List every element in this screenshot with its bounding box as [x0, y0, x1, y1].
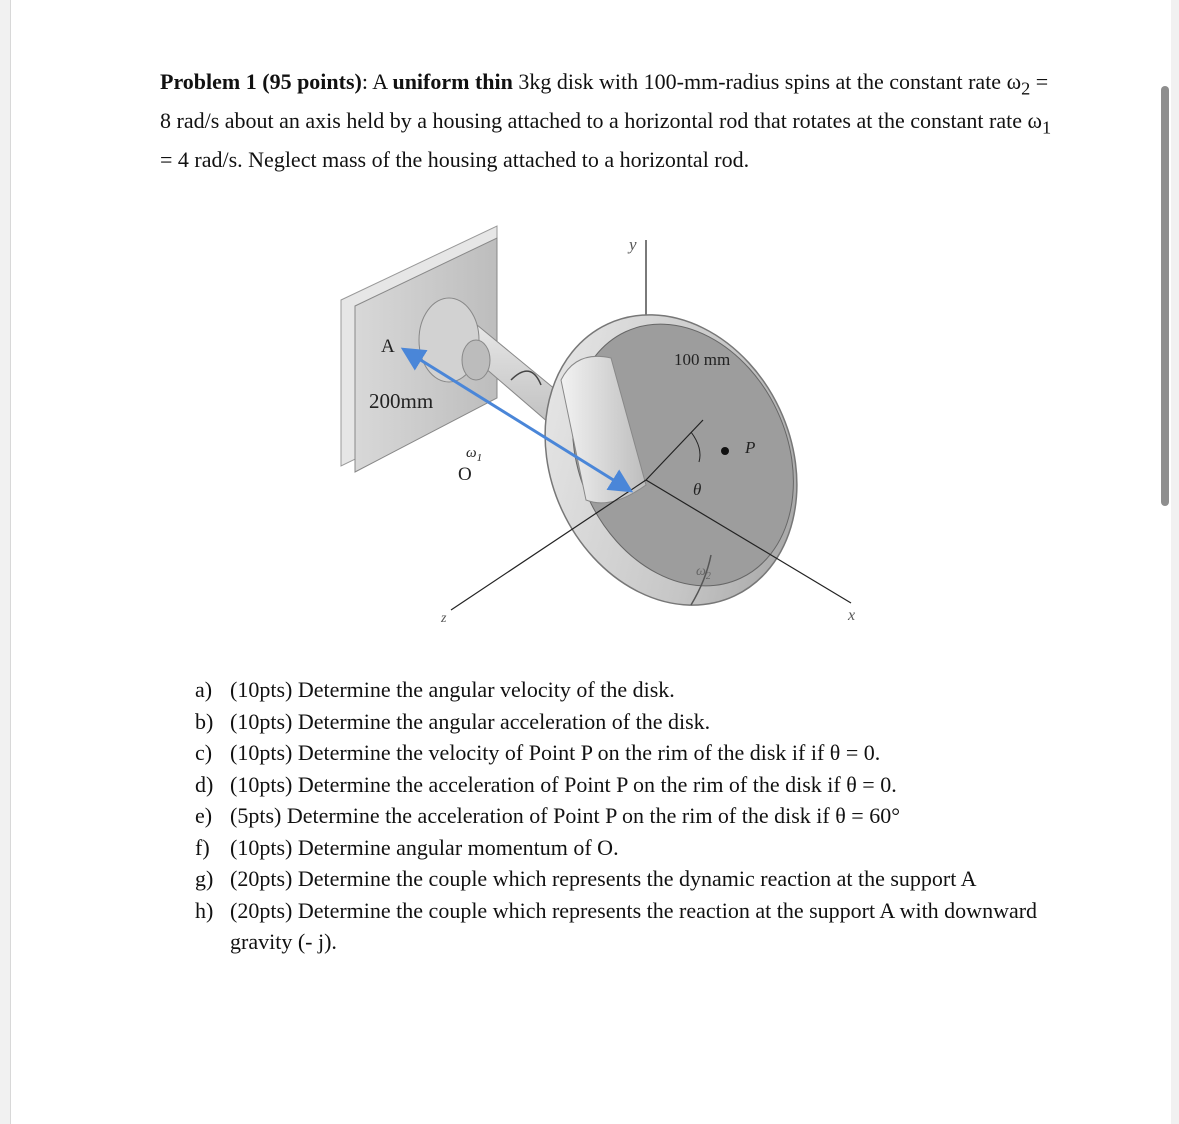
question-item [195, 737, 1075, 769]
document-page [10, 0, 1172, 1124]
question-text: (10pts) Determine the angular velocity of the disk. [230, 677, 675, 702]
question-label: d) [195, 771, 214, 797]
omega2-subscript: 2 [705, 571, 711, 582]
problem-emphasis: uniform thin [392, 69, 513, 94]
scrollbar-track[interactable] [1171, 0, 1179, 1124]
question-label: c) [195, 740, 213, 765]
label-z: z [441, 611, 447, 626]
question-item [195, 895, 1075, 958]
label-o: O [458, 464, 472, 485]
label-p: P [745, 438, 756, 457]
question-text: (5pts) Determine the acceleration of Point P on the rim of the disk if θ = 60° [230, 803, 900, 828]
subscript: 2 [1021, 78, 1031, 99]
scrollbar-thumb[interactable] [1161, 86, 1169, 506]
disk-figure [311, 210, 911, 630]
question-text: (10pts) Determine the velocity of Point P on the rim of the disk if if θ = 0. [230, 740, 881, 765]
problem-text: = 8 rad/s about an axis held by a housing attached to a horizontal rod that rotates at the constant rate ω [160, 69, 1049, 133]
question-text: (10pts) Determine angular momentum of O. [230, 834, 619, 860]
question-label: g) [195, 866, 214, 891]
question-text: (20pts) Determine the couple which represents the dynamic reaction at the support A [230, 866, 977, 891]
label-100mm: 100 mm [674, 350, 731, 369]
label-y: y [629, 235, 637, 254]
omega1-symbol: ω [466, 445, 477, 461]
question-label: f) [195, 834, 210, 860]
question-item [195, 832, 1075, 864]
label-omega1 [466, 445, 482, 464]
problem-heading: Problem 1 (95 points) [160, 69, 362, 94]
label-200mm: 200mm [369, 389, 434, 413]
question-list [195, 674, 1075, 958]
disk-diagram [311, 210, 911, 630]
question-label: b) [195, 708, 214, 734]
point-p [721, 447, 729, 455]
question-item [195, 863, 1075, 895]
question-item [195, 706, 1075, 738]
question-item [195, 800, 1075, 832]
question-item [195, 674, 1075, 706]
omega2-symbol: ω [696, 564, 706, 579]
question-text: (10pts) Determine the acceleration of Point P on the rim of the disk if θ = 0. [230, 771, 897, 797]
problem-text: 3kg disk with 100-mm-radius spins at the constant rate ω [512, 69, 1022, 94]
question-label: a) [195, 677, 213, 702]
label-theta: θ [693, 480, 702, 499]
question-label: e) [195, 803, 213, 828]
question-label: h) [195, 897, 214, 923]
problem-text: = 4 rad/s. Neglect mass of the housing attached to a horizontal rod. [160, 146, 750, 172]
problem-statement [160, 66, 1060, 175]
question-text: (20pts) Determine the couple which represents the reaction at the support A with downward gravity (- j). [230, 897, 1038, 954]
subscript: 1 [1042, 117, 1052, 138]
label-a: A [381, 336, 395, 357]
label-x: x [848, 607, 856, 624]
question-item [195, 769, 1075, 801]
question-text: (10pts) Determine the angular acceleration of the disk. [230, 708, 711, 734]
rod-collar [462, 340, 490, 380]
omega1-subscript: 1 [476, 452, 483, 464]
problem-text: : A [361, 69, 393, 94]
